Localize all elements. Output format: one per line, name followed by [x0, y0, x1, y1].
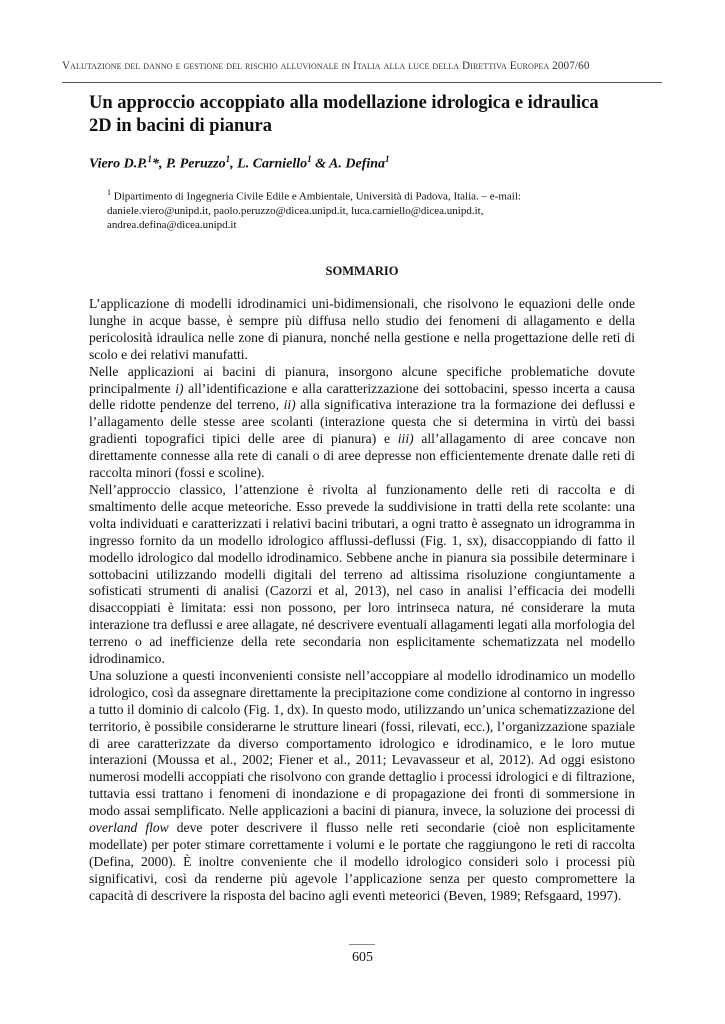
author-name: Viero D.P.	[89, 156, 148, 172]
author-separator: &	[311, 156, 330, 172]
email-list: andrea.defina@dicea.unipd.it	[107, 218, 237, 231]
text-run: Una soluzione a questi inconvenienti consiste nell’accoppiare al modello idrodinamico un modello idrologico, così da assegnare direttamente la precipitazione come condizione al contorno in ingresso a tutto il dominio di calcolo (Fig. 1, dx). In questo modo, utilizzando un’unica schematizzazione del territorio, è possibile considerarne le strutture lineari (fossi, rilevati, ecc.), l’organizzazione spaziale di aree caratterizzate da diverso comportamento idrologico e idrodinamico, e le loro mutue interazioni (Moussa et al., 2002; Fiener et al., 2011; Levavasseur et al, 2012). Ad oggi esistono numerosi modelli accoppiati che risolvono con grande dettaglio i processi idrologici e di filtrazione, tuttavia essi trattano i fenomeni di inondazione e di propagazione dei fronti di sommersione in modo assai semplificato. Nelle applicazioni a bacini di pianura, invece, la soluzione dei processi di	[89, 667, 635, 819]
list-marker: i)	[175, 380, 184, 396]
author-separator: ,	[230, 156, 238, 172]
affiliation-marker: 1	[385, 154, 390, 164]
author-name: L. Carniello	[237, 156, 308, 172]
section-heading: SOMMARIO	[325, 264, 399, 278]
text-run: alla significativa interazione tra la formazione dei deflussi e l’allagamento delle stesse aree scolanti (interazione questa che si determina in virtù dei bassi gradienti topografici tipici delle aree di pianura) e	[89, 397, 635, 447]
text-run: all’allagamento di aree concave non direttamente connesse alla rete di canali o di aree depresse non efficientemente drenate dalle reti di raccolta minori (fossi e scoline).	[89, 431, 635, 481]
running-header: Valutazione del danno e gestione del rischio alluvionale in Italia alla luce della Direttiva Europea 2007/60	[62, 60, 590, 72]
affiliation-marker: 1	[147, 154, 152, 164]
affiliation-line: Dipartimento di Ingegneria Civile Edile e Ambientale, Università di Padova, Italia. – e-mail:	[113, 190, 521, 203]
paragraph	[89, 668, 635, 905]
paragraph: Nell’approccio classico, l’attenzione è rivolta al funzionamento delle reti di raccolta e di smaltimento delle acque meteoriche. Esso prevede la suddivisione in tratti della rete scolante: una volta individuati e caratterizzati i relativi bacini tributari, a ogni tratto è assegnato un idrogramma in ingresso fornito da un modello idrologico afflussi-deflussi (Fig. 1, sx), disaccoppiando di fatto il modello idrologico dal modello idrodinamico. Sebbene anche in pianura sia possibile determinare i sottobacini utilizzando modelli digitali del terreno ad altissima risoluzione congiuntamente a sofisticati strumenti di analisi (Cazorzi et al, 2013), nel caso in analisi l’efficacia dei modelli disaccoppiati è limitata: essi non possono, per loro intrinseca natura, né considerare la muta interazione tra deflussi e aree allagate, né descrivere eventuali allagamenti legati alla morfologia del terreno o ad inefficienze della rete secondaria non esplicitamente schematizzata nel modello idrodinamico.	[89, 481, 635, 667]
text-run: all’identificazione e alla caratterizzazione dei sottobacini, spesso incerta a causa delle ridotte pendenze del terreno,	[89, 380, 635, 413]
affiliation-marker: 1	[107, 188, 111, 197]
affiliation-block	[107, 186, 627, 232]
author-separator: ,	[158, 156, 166, 172]
text-run: deve poter descrivere il flusso nelle reti secondarie (cioè non esplicitamente modellate) per poter stimare correttamente i volumi e le portate che raggiungono le reti di raccolta (Defina, 2000). È inoltre conveniente che il modello idrologico consideri solo i processi più significativi, così da renderne più agevole l’applicazione senza per questo compromettere la capacità di descrivere la risposta del bacino agli eventi meteorici (Beven, 1989; Refsgaard, 1997).	[89, 820, 635, 903]
header-divider	[62, 82, 662, 83]
email-list: daniele.viero@unipd.it, paolo.peruzzo@dicea.unipd.it, luca.carniello@dicea.unipd.it,	[107, 204, 484, 217]
corresponding-author-mark: *	[151, 156, 159, 172]
page-number: 605	[352, 950, 373, 965]
author-list	[89, 154, 390, 173]
paper-title	[89, 92, 649, 138]
affiliation-marker: 1	[307, 154, 312, 164]
emphasis-term: overland flow	[89, 820, 169, 836]
author-name: P. Peruzzo	[165, 156, 226, 172]
author-name: A. Defina	[329, 156, 386, 172]
paragraph	[89, 364, 635, 482]
text-run: Nelle applicazioni ai bacini di pianura, insorgono alcune specifiche problematiche dovute principalmente	[89, 363, 635, 396]
footer-divider	[349, 944, 375, 945]
paragraph: L’applicazione di modelli idrodinamici uni-bidimensionali, che risolvono le equazioni delle onde lunghe in acque basse, è sempre più diffusa nello studio dei fenomeni di allagamento e della pericolosità idraulica nelle zone di pianura, nonché nella gestione e nella progettazione delle reti di scolo e dei relativi manufatti.	[89, 296, 635, 362]
list-marker: iii)	[397, 431, 414, 447]
title-line-2: 2D in bacini di pianura	[89, 116, 273, 136]
affiliation-marker: 1	[225, 154, 231, 164]
abstract-body	[89, 296, 635, 905]
list-marker: ii)	[283, 397, 296, 413]
title-line-1: Un approccio accoppiato alla modellazione idrologica e idraulica	[89, 93, 599, 113]
